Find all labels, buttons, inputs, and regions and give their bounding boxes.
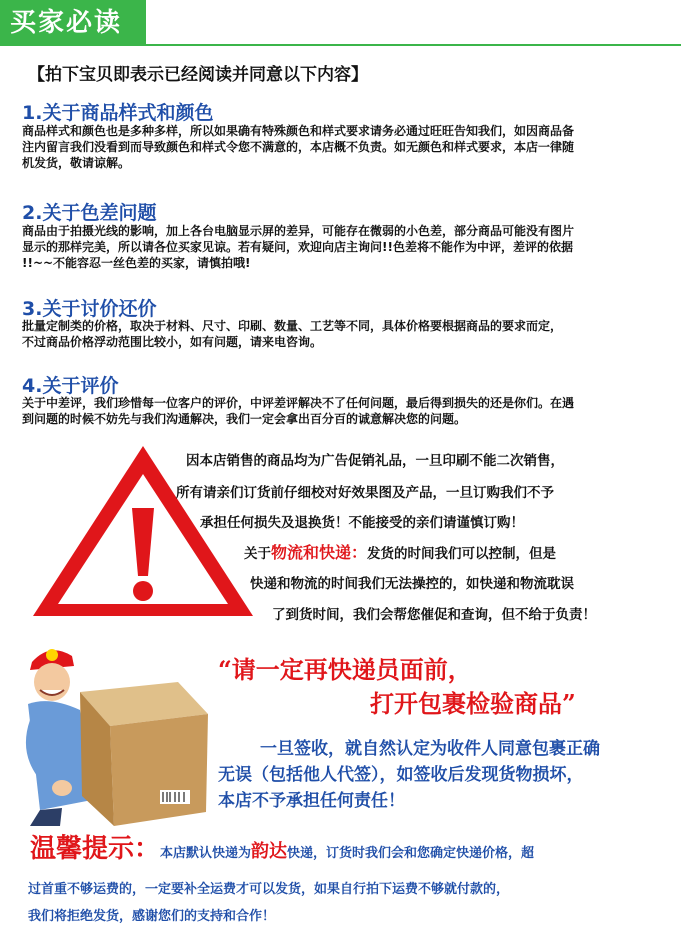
section-line: 到问题的时候不妨先与我们沟通解决，我们一定会拿出百分百的诚意解决您的问题。 [22,412,467,426]
courier-carrying-box-image [10,640,215,830]
warning-line: 了到货时间，我们会帮您催促和查询，但不给于负责！ [272,607,596,623]
logistics-highlight: 物流和快递： [271,543,368,562]
section-title-bargaining: 3.关于讨价还价 [22,298,157,320]
inspect-quote-line: 打开包裹检验商品” [370,689,576,718]
warning-line: 快递和物流的时间我们无法操控的，如快递和物流耽误 [250,576,574,592]
inspect-body-line: 一旦签收，就自然认定为收件人同意包裹正确 [260,739,600,759]
section-body-color-difference [22,223,662,271]
inspect-body-line: 本店不予承担任何责任！ [218,791,405,811]
logistics-rest: 发货的时间我们可以控制，但是 [367,546,557,562]
inspect-body-line: 无误（包括他人代签），如签收后发现货物损坏， [218,765,584,785]
logistics-prefix: 关于 [244,546,271,562]
logistics-line [244,540,556,563]
section-line: 商品样式和颜色也是多种多样，所以如果确有特殊颜色和样式要求请务必通过旺旺告知我们，如因商品备 [22,124,575,138]
section-body-style-color [22,123,662,171]
tip-line: 过首重不够运费的，一定要补全运费才可以发货，如果自行拍下运费不够就付款的， [28,882,510,897]
courier-brand: 韵达 [251,841,288,862]
warm-tip-line [30,828,534,865]
section-body-bargaining [22,318,662,350]
section-line: 显示的那样完美，所以请各位买家见谅。若有疑问，欢迎向店主询问!!色差将不能作为中评，差评的依据 [22,240,573,254]
warm-tip-heading: 温馨提示： [30,834,161,864]
section-line: 不过商品价格浮动范围比较小，如有问题，请来电咨询。 [22,335,323,349]
section-line: 注内留言我们没看到而导致颜色和样式令您不满意的，本店概不负责。如无颜色和样式要求，本店一律随 [22,140,575,154]
section-line: 商品由于拍摄光线的影响，加上各台电脑显示屏的差异，可能存在微弱的小色差，部分商品可能没有图片 [22,224,575,238]
section-line: 关于中差评，我们珍惜每一位客户的评价，中评差评解决不了任何问题，最后得到损失的还是你们。在遇 [22,396,575,410]
tip-text: 本店默认快递为 [160,846,252,861]
warning-line: 所有请亲们订货前仔细校对好效果图及产品，一旦订购我们不予 [176,485,554,501]
section-line: 机发货，敬请谅解。 [22,156,131,170]
warning-line: 因本店销售的商品均为广告促销礼品，一旦印刷不能二次销售， [186,453,564,469]
section-line: 批量定制类的价格，取决于材料、尺寸、印刷、数量、工艺等不同，具体价格要根据商品的要求而定， [22,319,563,333]
agreement-notice: 【拍下宝贝即表示已经阅读并同意以下内容】 [28,65,368,85]
section-title-color-difference: 2.关于色差问题 [22,202,157,224]
warning-line: 承担任何损失及退换货！不能接受的亲们请谨慎订购！ [200,515,524,531]
tip-line: 我们将拒绝发货，感谢您们的支持和合作！ [28,909,276,924]
section-line: !!~~不能容忍一丝色差的买家，请慎拍哦! [22,256,251,270]
page-banner: 买家必读 [0,0,146,46]
section-body-reviews [22,395,662,427]
banner-divider [146,44,681,46]
section-title-style-color: 1.关于商品样式和颜色 [22,102,214,124]
tip-text: 快递，订货时我们会和您确定快递价格，超 [287,846,535,861]
section-title-reviews: 4.关于评价 [22,375,119,397]
inspect-quote-line: “请一定再快递员面前， [218,655,472,684]
